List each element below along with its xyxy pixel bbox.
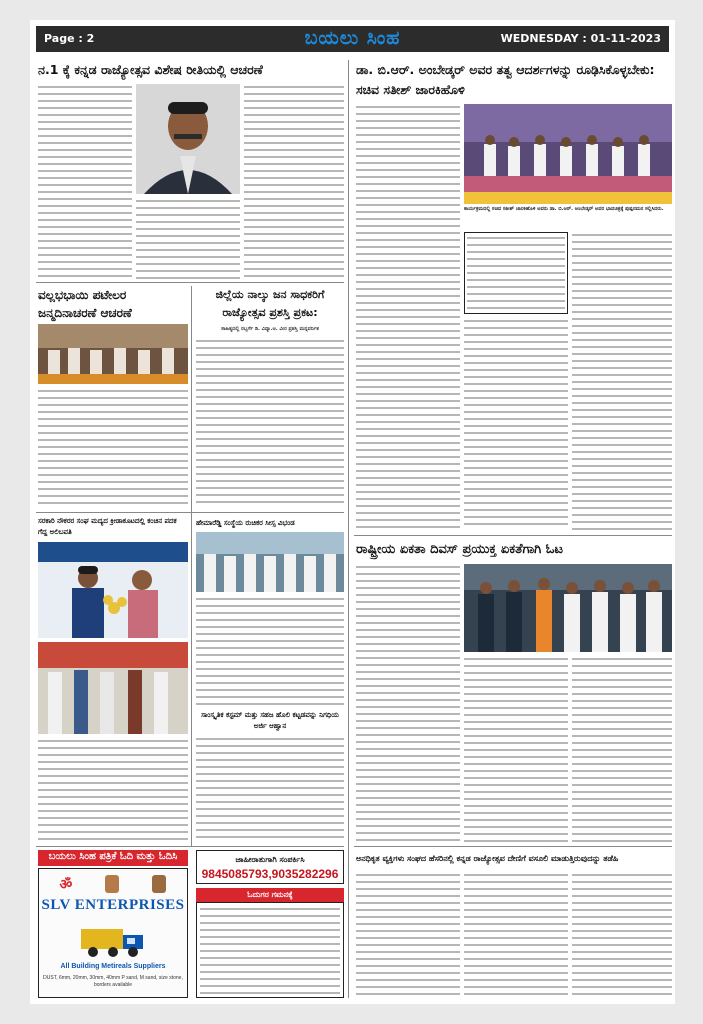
event-photo — [464, 564, 672, 652]
notice-banner: ಓದುಗರ ಗಮನಕ್ಕೆ — [196, 888, 344, 902]
page-number: Page : 2 — [44, 32, 95, 45]
group-photo — [196, 532, 344, 592]
group-photo — [38, 324, 188, 384]
article-body — [464, 656, 568, 842]
issue-date: WEDNESDAY : 01-11-2023 — [500, 32, 661, 45]
article-body — [356, 872, 460, 998]
article-body — [572, 232, 672, 530]
article-body — [38, 84, 132, 280]
article-body — [196, 338, 344, 508]
ad-contact-heading: ಜಾಹೀರಾತುಗಾಗಿ ಸಂಪರ್ಕಿಸಿ — [235, 855, 305, 864]
article-headline: ಸಾಂಸ್ಕೃತಿಕ ಕಸ್ಟಮ್ ಮತ್ತು ಸಹಜ ಹೊಲಿ ಕಟ್ಟಡವನ್ನು ನಿಗಧಿಯ ಅರ್ಜಿ ಆಹ್ವಾನ — [201, 711, 339, 730]
ad-tagline: All Building Metireals Suppliers — [60, 963, 166, 970]
section-rule — [36, 846, 344, 847]
article-body — [464, 318, 568, 530]
article-body — [356, 104, 460, 530]
article-body — [38, 738, 188, 842]
section-rule — [36, 512, 344, 513]
ceremony-photo — [38, 642, 188, 734]
newspaper-title: ಬಯಲು ಸಿಂಹ — [304, 27, 401, 49]
article-body — [464, 872, 568, 998]
event-photo — [464, 104, 672, 204]
article-body — [136, 198, 240, 280]
article-body — [356, 564, 460, 842]
section-rule — [354, 846, 672, 847]
article-body — [196, 736, 344, 842]
ad-icons-row — [43, 873, 183, 895]
masthead — [36, 26, 669, 52]
article-headline: ಸರಕಾರಿ ನೌಕರರ ಸಂಘ ಮದ್ಯದ ಕ್ರೀಡಾಕೂಟದಲ್ಲಿ ಕಂಚಿನ ಪದಕ ಗೆದ್ದ ಅಲಿಬವತಿ — [38, 517, 177, 536]
newspaper-page — [30, 20, 675, 1004]
article-headline: ರಾಷ್ಟ್ರೀಯ ಏಕತಾ ದಿವಸ್ ಪ್ರಯುಕ್ತ ಏಕತೆಗಾಗಿ ಓಟ — [356, 542, 564, 557]
article-headline: ಡಾ. ಬಿ.ಆರ್. ಅಂಬೇಡ್ಕರ್ ಅವರ ತತ್ವ ಆದರ್ಶಗಳನ್ನು ರೂಢಿಸಿಕೊಳ್ಳಬೇಕು: ಸಚಿವ ಸತೀಶ್ ಜಾರಕಿಹೊಳಿ — [356, 62, 655, 97]
ad-items: DUST, 6mm, 20mm, 30mm, 40mm P sand, M sand, size stone, borders available — [43, 975, 183, 988]
article-body — [38, 388, 188, 508]
article-body — [572, 656, 672, 842]
truck-icon — [79, 919, 147, 959]
article-body — [572, 872, 672, 998]
article-headline: ಹೇಮಾರೆಡ್ಡಿ ಸಂಸ್ಥೆಯ ರುಚಿಕರ ಸೀಸ್ಸ ವಿಭಂಡ — [196, 519, 295, 527]
portrait-icon — [152, 875, 166, 893]
om-icon: ॐ — [59, 876, 73, 893]
article-body — [196, 596, 344, 708]
article-body — [244, 84, 344, 280]
portrait-icon — [105, 875, 119, 893]
ad-company-name: SLV ENTERPRISES — [41, 897, 185, 913]
ad-contact-box — [196, 850, 344, 884]
column-rule — [191, 286, 192, 846]
subscribe-banner: ಬಯಲು ಸಿಂಹ ಪತ್ರಿಕೆ ಓದಿ ಮತ್ತು ಓದಿಸಿ — [38, 850, 188, 866]
section-rule — [354, 535, 672, 536]
article-headline: ಅನಧಿಕೃತ ವ್ಯಕ್ತಿಗಳು ಸಂಘದ ಹೆಸರಿನಲ್ಲಿ ಕನ್ನಡ ರಾಜ್ಯೋತ್ಸವ ದೇಣಿಗೆ ವಸೂಲಿ ಮಾಡುತ್ತಿರುವುದನ್ನು ತಡೆಹಿ — [356, 854, 619, 863]
article-headline: ನ.1 ಕ್ಕೆ ಕನ್ನಡ ರಾಜ್ಯೋತ್ಸವ ವಿಶೇಷ ರೀತಿಯಲ್ಲಿ ಆಚರಣೆ — [38, 62, 263, 77]
award-photo — [38, 542, 188, 638]
article-headline: ವಲ್ಲಭಭಾಯಿ ಪಟೇಲರ ಜನ್ಮದಿನಾಚರಣೆ ಆಚರಣೆ — [38, 288, 132, 320]
column-rule — [348, 60, 349, 998]
article-headline: ಜಿಲ್ಲೆಯ ನಾಲ್ಕು ಜನ ಸಾಧಕರಿಗೆ ರಾಜ್ಯೋತ್ಸವ ಪ್ರಶಸ್ತಿ ಪ್ರಕಟ: — [215, 288, 325, 319]
slv-enterprises-ad — [38, 868, 188, 998]
section-rule — [36, 282, 344, 283]
boxed-quote — [464, 232, 568, 314]
portrait-photo — [136, 84, 240, 194]
notice-box — [196, 902, 344, 998]
article-byline: ಸಾಹಿತ್ಯದಲ್ಲಿ ರಬ್ಬರ್ಗೆ ಡಿ. ವಿದ್ಯಾ.ಆ. ವೀರ ಪ್ರಶಸ್ತಿ ಮನ್ನವರ್ನಿತ — [221, 326, 319, 332]
photo-caption: ಕಾರ್ಯಕ್ರಮದಲ್ಲಿ ಸಚಿವ ಸತೀಶ್ ಜಾರಕಿಹೊಳಿ ಅವರು ಡಾ. ಬಿ.ಆರ್. ಅಂಬೇಡ್ಕರ್ ಅವರ ಭಾವಚಿತ್ರಕ್ಕೆ ಪುಷ್ಪನಮನ ಸಲ್ಲಿಸಿದರು. — [464, 206, 664, 212]
ad-phone-numbers: 9845085793,9035282296 — [201, 867, 339, 881]
